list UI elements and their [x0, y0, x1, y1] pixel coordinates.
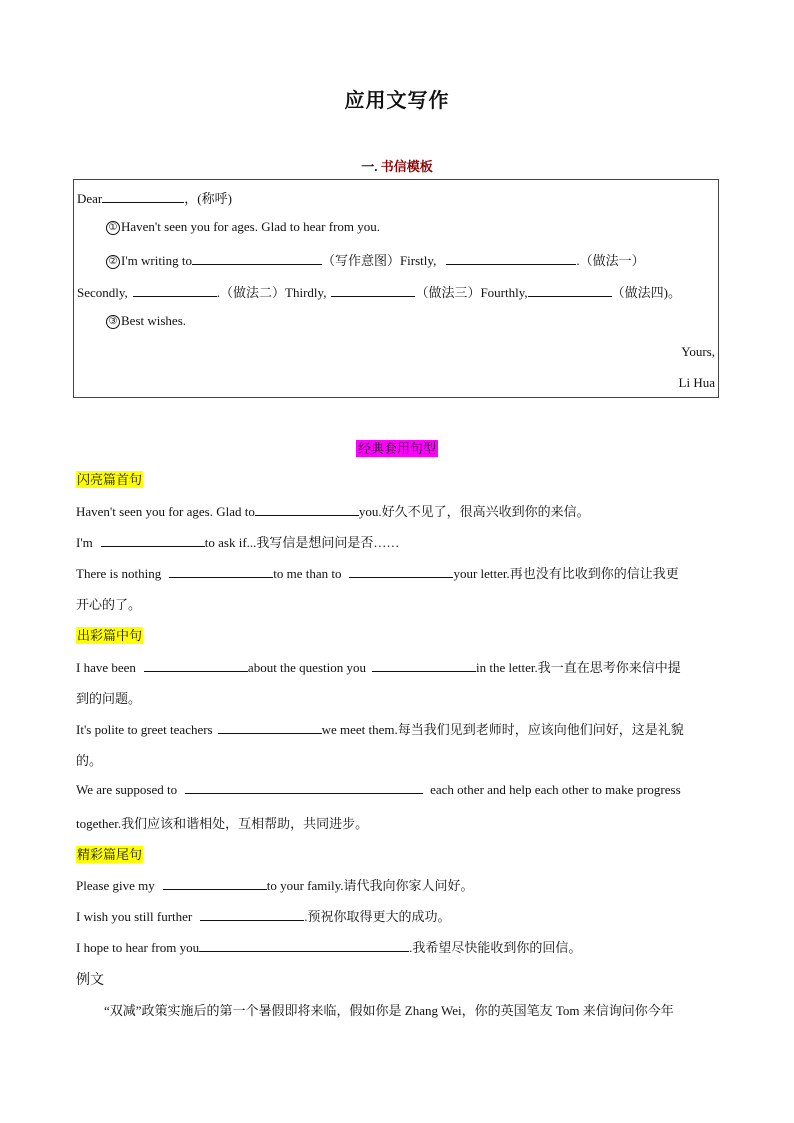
ending-sentence-2: I wish you still further .预祝你取得更大的成功。	[76, 909, 451, 924]
page-title: 应用文写作	[344, 90, 450, 112]
middle-sentence-3-cont: together.我们应该和谐相处，互相帮助，共同进步。	[76, 816, 369, 831]
opening-heading: 闪亮篇首句	[77, 472, 143, 487]
blank-line	[101, 534, 205, 547]
ending-sentence-3: I hope to hear from you .我希望尽快能收到你的回信。	[76, 940, 582, 955]
blank-line	[331, 284, 415, 297]
blank-line	[102, 190, 184, 203]
blank-line	[372, 659, 476, 672]
opening-sentence-3-cont: 开心的了。	[76, 597, 142, 612]
blank-line	[446, 252, 576, 265]
example-text: “双减”政策实施后的第一个暑假即将来临，假如你是 Zhang Wei，你的英国笔友 Tom 来信询问你今年	[104, 1003, 674, 1018]
opening-sentence-1: Haven't seen you for ages. Glad to you.好久不见了，很高兴收到你的来信。	[76, 504, 590, 519]
middle-sentence-2-cont: 的。	[76, 753, 103, 768]
letter-line-2: ② I'm writing to （写作意图）Firstly, .（做法一）	[106, 250, 645, 269]
example-label: 例文	[76, 973, 104, 988]
letter-salutation: Dear ，(称呼)	[77, 191, 232, 206]
blank-line	[144, 659, 248, 672]
letter-line-4: ③ Best wishes.	[106, 313, 186, 329]
section-heading-letter-template	[0, 156, 794, 175]
blank-line	[528, 284, 612, 297]
blank-line	[255, 503, 359, 516]
section-title: 书信模板	[380, 159, 433, 174]
opening-sentence-2: I'm to ask if...我写信是想问问是否……	[76, 535, 400, 550]
circled-number: ③	[106, 315, 120, 329]
blank-line	[349, 565, 453, 578]
section-number: 一.	[361, 159, 378, 174]
circled-number: ②	[106, 255, 120, 269]
letter-closing: Yours,	[681, 344, 715, 359]
classic-sentences-heading: 经典套用句型	[357, 441, 436, 456]
opening-sentence-3: There is nothing to me than to your letter.再也没有比收到你的信让我更	[76, 566, 679, 581]
middle-sentence-1: I have been about the question you in the letter.我一直在思考你来信中提	[76, 660, 681, 675]
ending-heading: 精彩篇尾句	[77, 847, 143, 862]
blank-line	[169, 565, 273, 578]
letter-line-3: Secondly, .（做法二）Thirdly, （做法三）Fourthly, （做法四)。	[77, 285, 681, 300]
ending-sentence-1: Please give my to your family.请代我向你家人问好。	[76, 878, 474, 893]
blank-line	[199, 939, 409, 952]
blank-line	[133, 284, 217, 297]
letter-line-1: ① Haven't seen you for ages. Glad to hear from you.	[106, 219, 380, 235]
blank-line	[185, 781, 423, 794]
blank-line	[218, 721, 322, 734]
letter-signature: Li Hua	[678, 375, 715, 390]
circled-number: ①	[106, 221, 120, 235]
middle-sentence-2: It's polite to greet teachers we meet them.每当我们见到老师时，应该向他们问好，这是礼貌	[76, 722, 684, 737]
middle-heading: 出彩篇中句	[77, 628, 143, 643]
middle-sentence-1-cont: 到的问题。	[76, 691, 142, 706]
blank-line	[163, 877, 267, 890]
blank-line	[192, 252, 322, 265]
blank-line	[200, 908, 304, 921]
middle-sentence-3: We are supposed to each other and help each other to make progress	[76, 782, 681, 797]
letter-template-box	[73, 179, 719, 398]
